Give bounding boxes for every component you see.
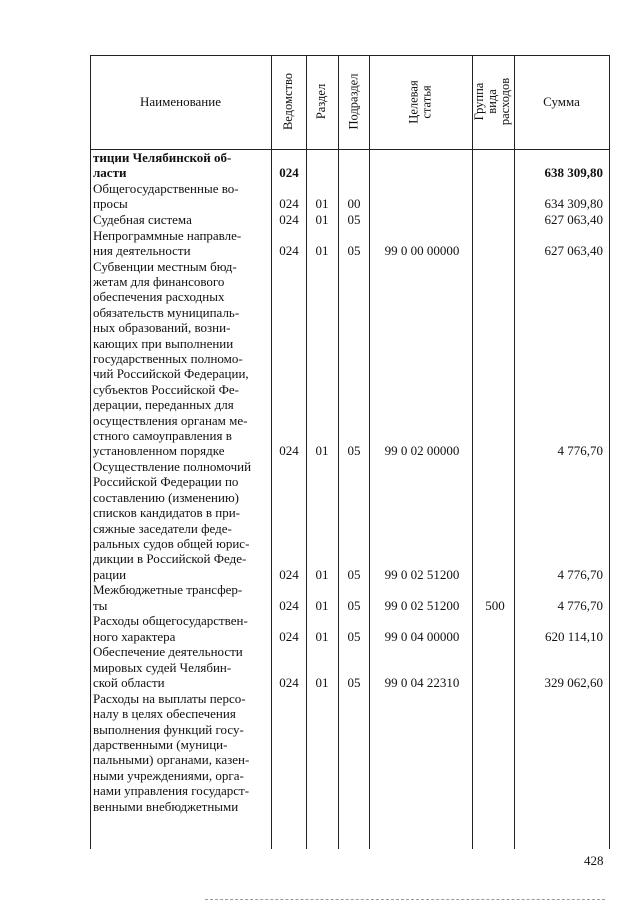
table-row xyxy=(90,613,610,644)
row-vedomstvo: 024 xyxy=(279,597,299,613)
row-summa: 4 776,70 xyxy=(557,443,603,459)
row-name: Расходы общегосударствен- ного характера xyxy=(93,613,248,644)
header-summa: Сумма xyxy=(543,93,580,109)
row-podrazdel: 05 xyxy=(347,443,361,459)
header-name: Наименование xyxy=(140,93,221,109)
row-celevaya-statya: 99 0 04 22310 xyxy=(384,675,460,691)
row-razdel: 01 xyxy=(315,242,329,258)
row-gruppa: 500 xyxy=(485,597,505,613)
row-name: Общегосударственные во- просы xyxy=(93,181,239,212)
table-row xyxy=(90,691,610,814)
row-celevaya-statya: 99 0 02 51200 xyxy=(384,566,460,582)
row-razdel: 01 xyxy=(315,443,329,459)
header-razdel: Раздел xyxy=(314,83,329,120)
row-podrazdel: 05 xyxy=(347,628,361,644)
page-number: 428 xyxy=(584,853,604,868)
row-razdel: 01 xyxy=(315,211,329,227)
table-row xyxy=(90,150,610,181)
row-name: Расходы на выплаты персо- налу в целях обеспечения выполнения функций госу- дарственными (муници- пальными) органами, казен- ными учреждениями, орга- нами управления государст- венными внебюджетными xyxy=(93,690,250,814)
row-vedomstvo: 024 xyxy=(279,566,299,582)
row-name: тиции Челябинской об- ласти xyxy=(93,150,232,181)
row-vedomstvo: 024 xyxy=(279,628,299,644)
header-podrazdel: Подраздел xyxy=(346,73,360,130)
row-vedomstvo: 024 xyxy=(279,196,299,212)
row-summa: 634 309,80 xyxy=(544,196,603,212)
header-vedomstvo: Ведомство xyxy=(281,72,295,131)
row-celevaya-statya: 99 0 02 00000 xyxy=(384,443,460,459)
row-celevaya-statya: 99 0 00 00000 xyxy=(384,242,460,258)
row-podrazdel: 05 xyxy=(347,211,361,227)
header-gruppa-vida-rashodov: Группа вида расходов xyxy=(472,77,513,126)
row-summa: 638 309,80 xyxy=(544,165,603,181)
row-summa: 627 063,40 xyxy=(544,242,603,258)
row-summa: 329 062,60 xyxy=(544,675,603,691)
table-row xyxy=(90,459,610,582)
row-name: Судебная система xyxy=(93,212,192,227)
row-vedomstvo: 024 xyxy=(279,675,299,691)
table-row xyxy=(90,212,610,227)
row-podrazdel: 05 xyxy=(347,675,361,691)
row-razdel: 01 xyxy=(315,628,329,644)
row-name: Обеспечение деятельности мировых судей Челябин- ской области xyxy=(93,644,243,691)
row-summa: 4 776,70 xyxy=(557,566,603,582)
table-row xyxy=(90,228,610,259)
row-celevaya-statya: 99 0 02 51200 xyxy=(384,597,460,613)
row-summa: 627 063,40 xyxy=(544,211,603,227)
row-podrazdel: 05 xyxy=(347,566,361,582)
row-razdel: 01 xyxy=(315,597,329,613)
row-vedomstvo: 024 xyxy=(279,165,299,181)
row-name: Субвенции местным бюд- жетам для финансового обеспечения расходных обязательств муниципаль- ных образований, возни- кающих при выполнении государственных полномо- чий Российской Федерации, субъектов Российской Фе- дерации, переданных для осуществления органам ме- стного самоуправления в установленном порядке xyxy=(93,258,249,459)
row-summa: 4 776,70 xyxy=(557,597,603,613)
row-summa: 620 114,10 xyxy=(544,628,603,644)
table-row xyxy=(90,582,610,613)
row-vedomstvo: 024 xyxy=(279,242,299,258)
table-row xyxy=(90,181,610,212)
row-razdel: 01 xyxy=(315,196,329,212)
row-vedomstvo: 024 xyxy=(279,443,299,459)
row-podrazdel: 05 xyxy=(347,242,361,258)
header-celevaya-statya: Целевая статья xyxy=(406,79,434,124)
row-razdel: 01 xyxy=(315,566,329,582)
row-vedomstvo: 024 xyxy=(279,211,299,227)
row-podrazdel: 05 xyxy=(347,597,361,613)
row-name: Осуществление полномочий Российской Федерации по составлению (изменению) списков кандидатов в при- сяжные заседатели феде- ральных судов общей юрис- дикции в Российской Феде- рации xyxy=(93,459,252,582)
table-row xyxy=(90,644,610,690)
row-name: Непрограммные направле- ния деятельности xyxy=(93,227,242,258)
row-name: Межбюджетные трансфер- ты xyxy=(93,582,243,613)
table-row xyxy=(90,259,610,459)
row-celevaya-statya: 99 0 04 00000 xyxy=(384,628,460,644)
footer-rule xyxy=(205,899,605,900)
row-razdel: 01 xyxy=(315,675,329,691)
row-podrazdel: 00 xyxy=(347,196,361,212)
